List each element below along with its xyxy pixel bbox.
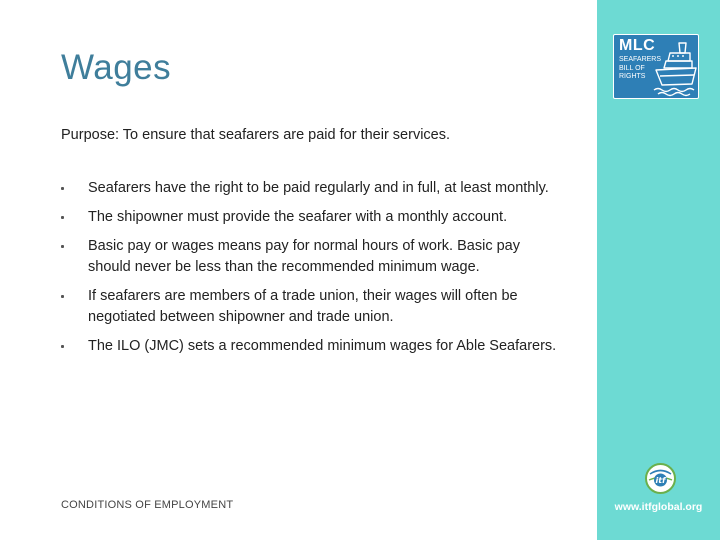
list-item [61,336,561,357]
bullet-text: Seafarers have the right to be paid regularly and in full, at least monthly. [88,180,549,196]
bullet-text: The ILO (JMC) sets a recommended minimum wages for Able Seafarers. [88,338,557,354]
bullet-icon [61,295,64,298]
mlc-logo-title: MLC [619,37,656,54]
ship-icon [652,37,698,97]
list-item [61,236,561,278]
bullet-icon [61,216,64,219]
bullet-icon [61,187,64,190]
bullet-icon [61,345,64,348]
mlc-logo [613,34,699,99]
bullet-icon [61,245,64,248]
mlc-logo-line: BILL OF [619,64,645,72]
mlc-logo-line: SEAFARERS [619,56,662,63]
list-item [61,286,561,328]
list-item [61,207,561,228]
bullet-text: The shipowner must provide the seafarer with a monthly account. [88,209,508,225]
purpose-text: Purpose: To ensure that seafarers are paid for their services. [61,127,451,143]
bullet-list [61,178,561,357]
bullet-text: Basic pay or wages means pay for normal hours of work. Basic pay should never be less than the recommended minimum wage. [88,238,520,275]
itf-globe-icon [645,463,676,494]
itf-logo-text: itf [655,476,666,485]
list-item [61,178,561,199]
footer-section-label: CONDITIONS OF EMPLOYMENT [61,499,234,511]
mlc-logo-line: RIGHTS [619,73,646,80]
bullet-text: If seafarers are members of a trade union, their wages will often be negotiated between shipowner and trade union. [88,288,518,325]
page-title: Wages [61,48,172,87]
itf-website-url: www.itfglobal.org [614,501,703,513]
